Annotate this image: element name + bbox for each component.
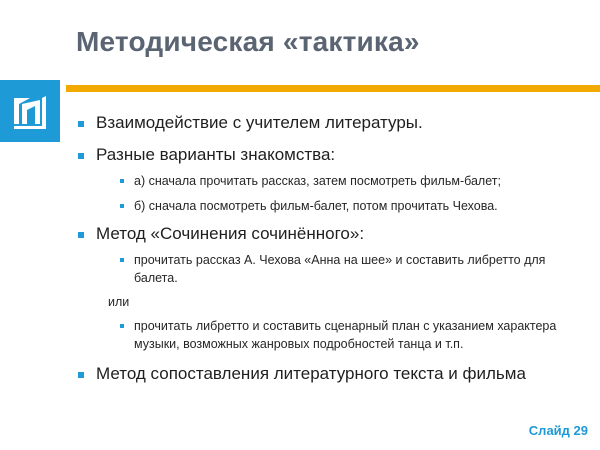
list-item-text: Взаимодействие с учителем литературы. [96, 113, 423, 132]
list-item [78, 112, 588, 134]
small-bullet-icon [120, 258, 124, 262]
sub-list-item [78, 172, 588, 190]
small-bullet-icon [120, 179, 124, 183]
list-item-text: Метод сопоставления литературного текста и фильма [96, 364, 526, 383]
small-bullet-icon [120, 324, 124, 328]
list-item [78, 223, 588, 245]
logo-glyph-icon [10, 90, 50, 132]
sub-list-item-text: прочитать либретто и составить сценарный план с указанием характера музыки, возможных жанровых подробностей танца и т.п. [134, 319, 557, 351]
list-item-text: Разные варианты знакомства: [96, 145, 336, 164]
slide-number: Слайд 29 [528, 423, 588, 438]
list-item [78, 363, 588, 385]
square-bullet-icon [78, 232, 84, 238]
square-bullet-icon [78, 153, 84, 159]
or-text: или [108, 295, 130, 309]
sub-list-item [78, 317, 574, 353]
small-bullet-icon [120, 204, 124, 208]
slide-title: Методическая «тактика» [76, 26, 420, 57]
square-bullet-icon [78, 121, 84, 127]
slide-content [78, 112, 588, 385]
list-item [78, 144, 588, 166]
square-bullet-icon [78, 372, 84, 378]
sub-list-item-text: б) сначала посмотреть фильм-балет, потом прочитать Чехова. [134, 199, 498, 213]
sub-list-item [78, 251, 564, 287]
sub-list-item [78, 197, 588, 215]
sub-list-item-text: прочитать рассказ А. Чехова «Анна на шее» и составить либретто для балета. [134, 253, 546, 285]
sub-list-item-text: а) сначала прочитать рассказ, затем посмотреть фильм-балет; [134, 174, 501, 188]
institution-logo-icon [0, 80, 60, 142]
list-item-text: Метод «Сочинения сочинённого»: [96, 224, 365, 243]
title-underline-bar [66, 85, 600, 92]
